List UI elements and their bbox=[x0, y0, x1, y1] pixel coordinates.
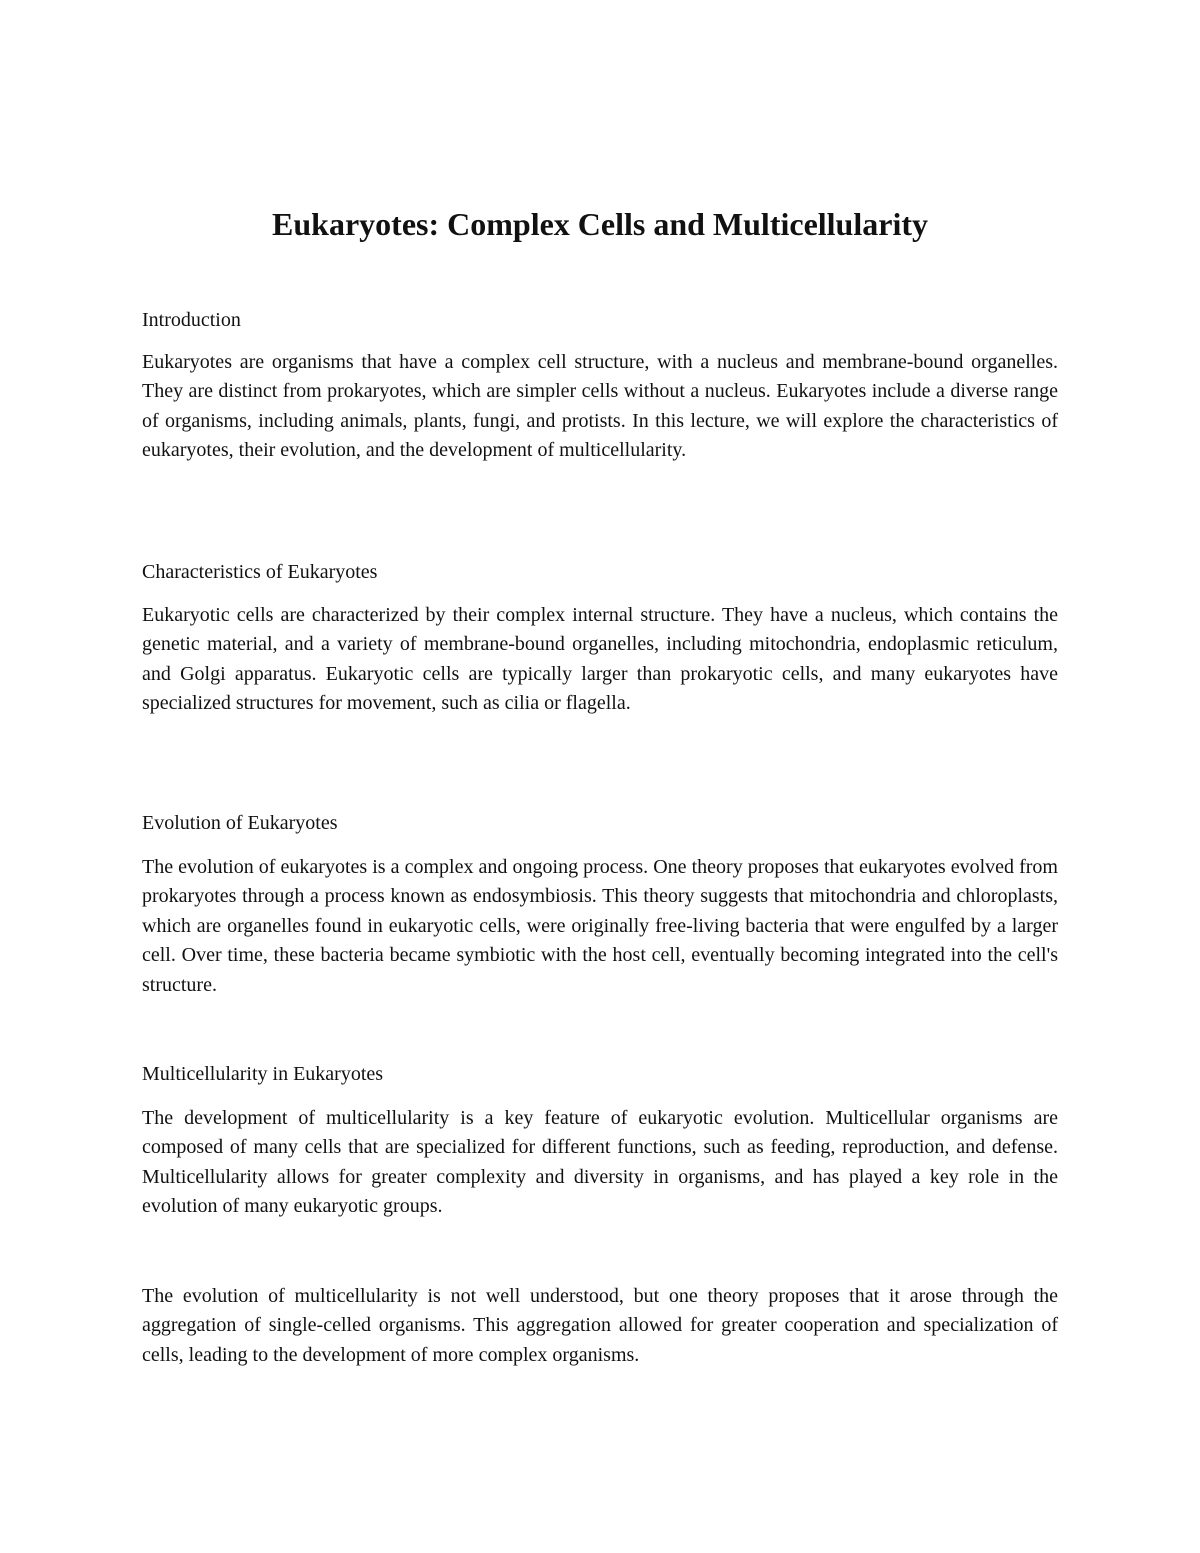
section-heading-evolution: Evolution of Eukaryotes bbox=[142, 812, 338, 834]
document-title: Eukaryotes: Complex Cells and Multicellularity bbox=[272, 206, 928, 242]
document-page bbox=[142, 0, 1058, 1553]
section-heading-introduction: Introduction bbox=[142, 309, 241, 331]
section-heading-multicellularity: Multicellularity in Eukaryotes bbox=[142, 1063, 384, 1085]
paragraph-characteristics: Eukaryotic cells are characterized by their complex internal structure. They have a nucleus, which contains the genetic material, and a variety of membrane-bound organelles, including mitochondria, endoplasmic reticulum, and Golgi apparatus. Eukaryotic cells are typically larger than prokaryotic cells, and many eukaryotes have specialized structures for movement, such as cilia or flagella. bbox=[142, 604, 1058, 715]
paragraph-multicellularity-1: The development of multicellularity is a key feature of eukaryotic evolution. Multicellular organisms are composed of many cells that are specialized for different functions, such as feeding, reproduction, and defense. Multicellularity allows for greater complexity and diversity in organisms, and has played a key role in the evolution of many eukaryotic groups. bbox=[142, 1107, 1058, 1218]
section-heading-characteristics: Characteristics of Eukaryotes bbox=[142, 561, 378, 583]
paragraph-evolution: The evolution of eukaryotes is a complex and ongoing process. One theory proposes that eukaryotes evolved from prokaryotes through a process known as endosymbiosis. This theory suggests that mitochondria and chloroplasts, which are organelles found in eukaryotic cells, were originally free-living bacteria that were engulfed by a larger cell. Over time, these bacteria became symbiotic with the host cell, eventually becoming integrated into the cell's structure. bbox=[142, 856, 1058, 996]
paragraph-introduction: Eukaryotes are organisms that have a complex cell structure, with a nucleus and membrane-bound organelles. They are distinct from prokaryotes, which are simpler cells without a nucleus. Eukaryotes include a diverse range of organisms, including animals, plants, fungi, and protists. In this lecture, we will explore the characteristics of eukaryotes, their evolution, and the development of multicellularity. bbox=[142, 351, 1058, 462]
paragraph-multicellularity-2: The evolution of multicellularity is not well understood, but one theory proposes that it arose through the aggregation of single-celled organisms. This aggregation allowed for greater cooperation and specialization of cells, leading to the development of more complex organisms. bbox=[142, 1285, 1058, 1366]
